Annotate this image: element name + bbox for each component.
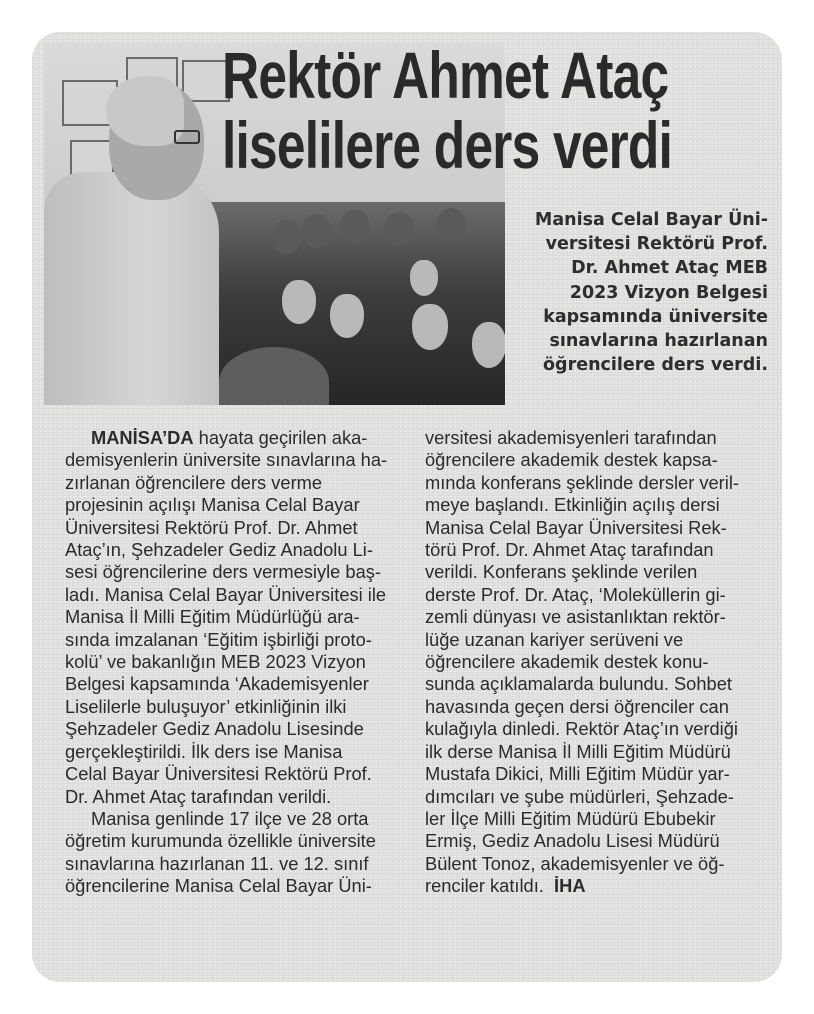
body-line: Bülent Tonoz, akademisyenler ve öğ- xyxy=(425,852,725,874)
body-line: kolü’ ve bakanlığın MEB 2023 Vizyon xyxy=(65,651,366,673)
newspaper-clipping xyxy=(32,32,782,982)
agency-credit: İHA xyxy=(554,875,586,897)
body-line: öğrencilerine Manisa Celal Bayar Üni- xyxy=(65,875,372,897)
body-line: törü Prof. Dr. Ahmet Ataç tarafından xyxy=(425,539,714,561)
body-line: Ermiş, Gediz Anadolu Lisesi Müdürü xyxy=(425,830,720,852)
deck-line: kapsamında üniversite xyxy=(543,306,768,327)
body-line: Celal Bayar Üniversitesi Rektörü Prof. xyxy=(65,763,372,785)
lecturer-hair xyxy=(106,76,184,146)
headline-line-2: liselilere ders verdi xyxy=(222,108,673,182)
body-line: projesinin açılışı Manisa Celal Bayar xyxy=(65,494,360,516)
body-line: Üniversitesi Rektörü Prof. Dr. Ahmet xyxy=(65,516,358,538)
student-head xyxy=(302,214,332,248)
student-head xyxy=(384,212,414,246)
body-line: Liselilerle buluşuyor’ etkinliğinin ilki xyxy=(65,695,347,717)
body-line: Manisa İl Milli Eğitim Müdürlüğü ara- xyxy=(65,606,360,628)
student-face xyxy=(412,304,448,350)
body-column-1 xyxy=(65,427,420,898)
student-face xyxy=(282,280,316,324)
body-line: zırlanan öğrencilere ders verme xyxy=(65,471,323,493)
student-face xyxy=(472,322,505,368)
body-line: verildi. Konferans şeklinde verilen xyxy=(425,561,698,583)
body-line: öğretim kurumunda özellikle üniversite xyxy=(65,830,376,852)
deck-line: sınavlarına hazırlanan xyxy=(549,331,768,352)
body-line: meye başlandı. Etkinliğin açılış dersi xyxy=(425,494,720,516)
body-line: derste Prof. Dr. Ataç, ‘Moleküllerin gi- xyxy=(425,583,726,605)
body-line: havasında geçen dersi öğrenciler can xyxy=(425,695,729,717)
body-line: sunda açıklamalarda bulundu. Sohbet xyxy=(425,673,732,695)
deck-summary xyxy=(506,208,768,377)
student-head xyxy=(340,210,370,244)
body-line: öğrencilere akademik destek kapsa- xyxy=(425,449,718,471)
body-text: hayata geçirilen aka- xyxy=(193,427,368,448)
body-line: lüğe uzanan kariyer serüveni ve xyxy=(425,628,684,650)
body-line: sesi öğrencilerine ders vermesiyle baş- xyxy=(65,561,381,583)
body-text: renciler katıldı. xyxy=(425,875,555,897)
body-line: demisyenlerin üniversite sınavlarına ha- xyxy=(65,449,388,471)
body-line: ler İlçe Milli Eğitim Müdürü Ebubekir xyxy=(425,807,716,829)
lecturer-glasses xyxy=(174,130,200,144)
body-line: mında konferans şeklinde dersler veril- xyxy=(425,471,739,493)
body-line: Ataç’ın, Şehzadeler Gediz Anadolu Li- xyxy=(65,539,373,561)
deck-line: 2023 Vizyon Belgesi xyxy=(569,282,768,303)
body-line: zemli dünyası ve asistanlıktan rektör- xyxy=(425,606,726,628)
body-line: öğrencilere akademik destek konu- xyxy=(425,651,709,673)
body-line: Belgesi kapsamında ‘Akademisyenler xyxy=(65,673,369,695)
dateline: MANİSA’DA xyxy=(91,427,194,448)
body-line: sınavlarına hazırlanan 11. ve 12. sınıf xyxy=(65,852,369,874)
student-face xyxy=(330,294,364,338)
body-line: ladı. Manisa Celal Bayar Üniversitesi ile xyxy=(65,583,387,605)
body-line: ilk derse Manisa İl Milli Eğitim Müdürü xyxy=(425,740,731,762)
body-line xyxy=(425,875,780,897)
deck-line: Manisa Celal Bayar Üni- xyxy=(534,210,768,230)
deck-line: versitesi Rektörü Prof. xyxy=(545,234,768,255)
headline-line-1: Rektör Ahmet Ataç xyxy=(222,38,669,112)
body-line: sında imzalanan ‘Eğitim işbirliği proto- xyxy=(65,628,372,650)
headline xyxy=(222,38,673,182)
lecturer-body xyxy=(44,172,219,405)
body-line: kulağıyla dinledi. Rektör Ataç’ın verdiği xyxy=(425,718,738,740)
student-head xyxy=(272,220,302,254)
body-line: Manisa genlinde 17 ilçe ve 28 orta xyxy=(91,807,369,829)
body-line: versitesi akademisyenleri tarafından xyxy=(425,427,717,448)
deck-line: öğrencilere ders verdi. xyxy=(543,355,768,376)
student-face xyxy=(410,260,438,296)
student-head xyxy=(436,208,466,242)
body-line: dımcıları ve şube müdürleri, Şehzade- xyxy=(425,785,734,807)
body-line: gerçekleştirildi. İlk ders ise Manisa xyxy=(65,740,343,762)
body-line: Mustafa Dikici, Milli Eğitim Müdür yar- xyxy=(425,763,730,785)
body-line: Manisa Celal Bayar Üniversitesi Rek- xyxy=(425,516,727,538)
body-line: Şehzadeler Gediz Anadolu Lisesinde xyxy=(65,718,364,740)
body-line: Dr. Ahmet Ataç tarafından verildi. xyxy=(65,785,332,807)
deck-line: Dr. Ahmet Ataç MEB xyxy=(571,258,768,279)
body-column-2 xyxy=(425,427,780,898)
body-line xyxy=(65,427,420,449)
